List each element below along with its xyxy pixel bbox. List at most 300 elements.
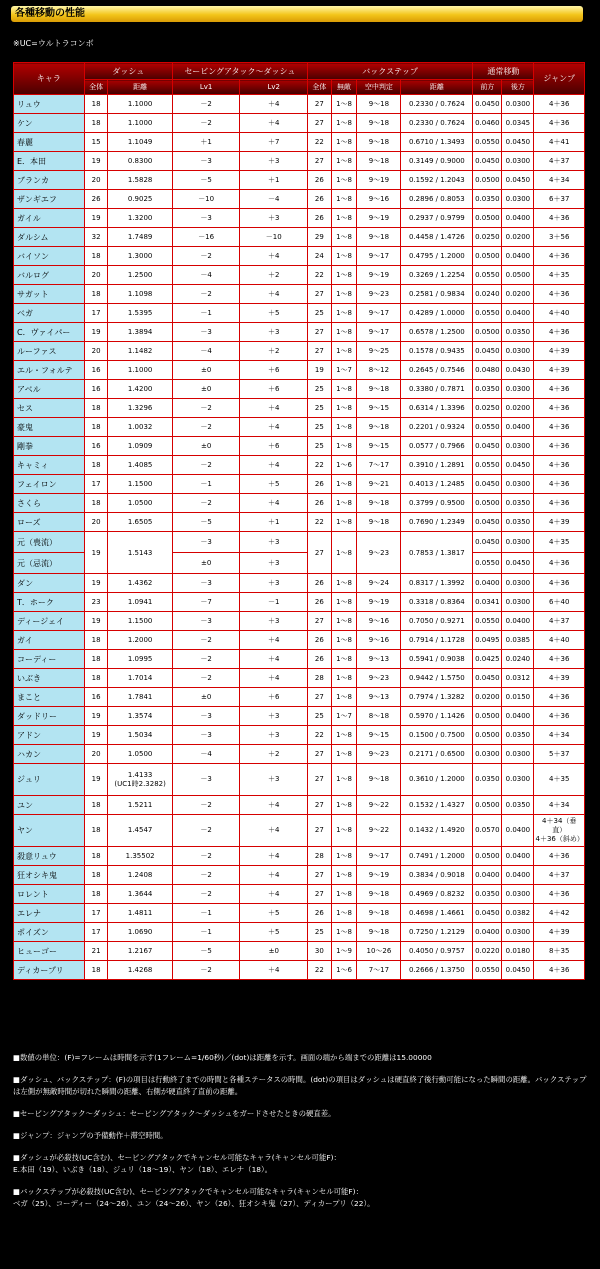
dash-distance: 1.6505 [108,513,172,532]
sa-dash-lv1: －7 [172,593,240,612]
bs-invincible: 1～6 [331,961,357,980]
jump: 4＋40 [534,631,585,650]
move-forward: 0.0550 [473,553,502,574]
dash-distance [108,764,172,796]
jump: 4＋35 [534,266,585,285]
dash-total: 20 [84,745,108,764]
table-body-3 [14,847,585,980]
bs-total: 22 [308,961,332,980]
bs-total: 28 [308,669,332,688]
bs-airborne: 9～24 [357,574,401,593]
bs-distance: 0.2645 / 0.7546 [401,361,473,380]
jump: 4＋36 [534,380,585,399]
bs-invincible: 1～8 [331,866,357,885]
bs-airborne: 9～18 [357,114,401,133]
move-backward: 0.0400 [502,418,534,437]
sa-dash-lv1: －4 [172,745,240,764]
sa-dash-lv2: ＋4 [240,114,308,133]
jump: 4＋36 [534,494,585,513]
dash-distance: 1.1000 [108,114,172,133]
bs-invincible: 1～6 [331,456,357,475]
move-forward: 0.0250 [473,399,502,418]
chara-name: ユン [14,796,85,815]
jump: 4＋34 [534,171,585,190]
move-backward: 0.0300 [502,574,534,593]
sa-dash-lv2: ＋2 [240,745,308,764]
bs-distance: 0.5941 / 0.9038 [401,650,473,669]
table-row [14,95,585,114]
jump: 4＋36 [534,456,585,475]
sa-dash-lv2: ＋6 [240,437,308,456]
dash-distance: 1.4200 [108,380,172,399]
subheader-airborne: 空中判定 [357,80,401,95]
dash-distance: 1.7014 [108,669,172,688]
bs-airborne: 9～23 [357,532,401,574]
bs-distance: 0.2330 / 0.7624 [401,95,473,114]
bs-total: 22 [308,266,332,285]
sa-dash-lv1: －2 [172,885,240,904]
bs-invincible: 1～8 [331,114,357,133]
bs-total: 29 [308,228,332,247]
move-forward: 0.0400 [473,923,502,942]
bs-invincible: 1～8 [331,796,357,815]
dash-total: 19 [84,152,108,171]
jump: 4＋39 [534,923,585,942]
bs-distance: 0.4795 / 1.2000 [401,247,473,266]
move-forward: 0.0570 [473,815,502,847]
move-backward: 0.0350 [502,323,534,342]
subheader-dash-total: 全体 [84,80,108,95]
move-backward: 0.0300 [502,380,534,399]
sa-dash-lv1: －2 [172,847,240,866]
move-forward: 0.0425 [473,650,502,669]
dash-distance: 1.0995 [108,650,172,669]
table-row [14,513,585,532]
move-backward: 0.0385 [502,631,534,650]
chara-name: 剛拳 [14,437,85,456]
sa-dash-lv1: －1 [172,475,240,494]
move-forward: 0.0550 [473,456,502,475]
chara-name: ディカープリ [14,961,85,980]
bs-airborne: 9～18 [357,228,401,247]
dash-distance: 1.2000 [108,631,172,650]
bs-airborne: 9～23 [357,745,401,764]
move-backward: 0.0450 [502,171,534,190]
bs-distance: 0.3269 / 1.2254 [401,266,473,285]
sa-dash-lv1: ±0 [172,553,240,574]
chara-name: ケン [14,114,85,133]
chara-name: ジュリ [14,764,85,796]
chara-name: E．本田 [14,152,85,171]
move-backward: 0.0400 [502,612,534,631]
bs-total: 26 [308,574,332,593]
bs-invincible: 1～8 [331,885,357,904]
dash-total: 18 [84,494,108,513]
bs-total: 26 [308,190,332,209]
table-row [14,494,585,513]
bs-total: 22 [308,726,332,745]
move-backward: 0.0350 [502,796,534,815]
bs-distance: 0.2937 / 0.9799 [401,209,473,228]
bs-distance: 0.4698 / 1.4661 [401,904,473,923]
chara-name: サガット [14,285,85,304]
sa-dash-lv2: ＋4 [240,796,308,815]
jump: 4＋39 [534,361,585,380]
dash-total: 19 [84,707,108,726]
dash-total: 20 [84,171,108,190]
chara-name: ダン [14,574,85,593]
sa-dash-lv2: ＋1 [240,513,308,532]
move-backward: 0.0300 [502,475,534,494]
bs-airborne: 9～19 [357,593,401,612]
move-backward: 0.0345 [502,114,534,133]
header-sa-dash: セービングアタック～ダッシュ [172,63,307,80]
bs-invincible: 1～8 [331,688,357,707]
bs-distance: 0.1592 / 1.2043 [401,171,473,190]
sa-dash-lv2: ＋4 [240,669,308,688]
table-row [14,942,585,961]
dash-distance: 1.4547 [108,815,172,847]
table-row [14,631,585,650]
sa-dash-lv1: －4 [172,342,240,361]
sa-dash-lv2: －4 [240,190,308,209]
move-forward: 0.0250 [473,228,502,247]
bs-airborne: 9～18 [357,764,401,796]
subheader-forward: 前方 [473,80,502,95]
move-forward: 0.0350 [473,885,502,904]
move-backward: 0.0400 [502,866,534,885]
move-backward: 0.0300 [502,764,534,796]
bs-invincible: 1～8 [331,342,357,361]
bs-invincible: 1～8 [331,593,357,612]
header-jump: ジャンプ [534,63,585,95]
move-backward: 0.0240 [502,650,534,669]
move-backward: 0.0350 [502,726,534,745]
bs-airborne: 9～19 [357,866,401,885]
sa-dash-lv1: －10 [172,190,240,209]
jump: 6＋37 [534,190,585,209]
dash-total: 19 [84,726,108,745]
dash-distance: 1.5211 [108,796,172,815]
dash-total: 18 [84,669,108,688]
move-forward: 0.0450 [473,152,502,171]
dash-total: 18 [84,796,108,815]
chara-name: 豪鬼 [14,418,85,437]
dash-distance: 1.3296 [108,399,172,418]
jump: 4＋36 [534,574,585,593]
bs-distance: 0.4050 / 0.9757 [401,942,473,961]
move-forward: 0.0450 [473,904,502,923]
sa-dash-lv1: －2 [172,961,240,980]
table-row [14,304,585,323]
bs-airborne: 8～12 [357,361,401,380]
jump: 4＋36 [534,885,585,904]
jump: 4＋36 [534,847,585,866]
move-forward: 0.0450 [473,437,502,456]
dash-distance: 1.1000 [108,95,172,114]
jump: 4＋39 [534,513,585,532]
move-backward: 0.0200 [502,285,534,304]
dash-distance: 1.3200 [108,209,172,228]
move-backward: 0.0312 [502,669,534,688]
jump: 4＋36 [534,399,585,418]
bs-distance: 0.6578 / 1.2500 [401,323,473,342]
sa-dash-lv1: －2 [172,95,240,114]
bs-total: 22 [308,513,332,532]
move-backward: 0.0400 [502,815,534,847]
bs-total: 27 [308,612,332,631]
bs-invincible: 1～8 [331,95,357,114]
sa-dash-lv1: －2 [172,650,240,669]
sa-dash-lv2: ＋3 [240,764,308,796]
jump: 4＋39 [534,669,585,688]
bs-distance: 0.3318 / 0.8364 [401,593,473,612]
bs-distance: 0.7050 / 0.9271 [401,612,473,631]
sa-dash-lv1: －3 [172,726,240,745]
table-row [14,688,585,707]
jump: 6＋40 [534,593,585,612]
bs-invincible: 1～8 [331,475,357,494]
sa-dash-lv1: －2 [172,866,240,885]
dash-total: 16 [84,380,108,399]
bs-airborne: 9～22 [357,796,401,815]
move-backward: 0.0300 [502,593,534,612]
move-backward: 0.0300 [502,190,534,209]
bs-invincible: 1～8 [331,612,357,631]
jump: 4＋41 [534,133,585,152]
table-row [14,532,585,553]
sa-dash-lv1: －1 [172,904,240,923]
subheader-lv1: Lv1 [172,80,240,95]
sa-dash-lv1: －3 [172,574,240,593]
move-forward: 0.0500 [473,726,502,745]
move-forward: 0.0240 [473,285,502,304]
table-row [14,923,585,942]
move-backward: 0.0400 [502,304,534,323]
jump: 4＋36 [534,553,585,574]
dash-distance: 1.0500 [108,494,172,513]
notes [13,1052,593,1220]
move-forward: 0.0500 [473,171,502,190]
move-backward: 0.0350 [502,513,534,532]
sa-dash-lv1: －2 [172,114,240,133]
bs-invincible: 1～7 [331,361,357,380]
jump: 4＋36 [534,475,585,494]
bs-distance: 0.4013 / 1.2485 [401,475,473,494]
table-row [14,475,585,494]
chara-name: ヤン [14,815,85,847]
move-forward: 0.0550 [473,961,502,980]
table-row [14,574,585,593]
jump: 4＋36 [534,418,585,437]
bs-distance: 0.7250 / 1.2129 [401,923,473,942]
table-row [14,885,585,904]
bs-airborne: 9～19 [357,171,401,190]
chara-name: キャミィ [14,456,85,475]
table-row [14,247,585,266]
bs-invincible: 1～8 [331,574,357,593]
sa-dash-lv2: ＋5 [240,304,308,323]
bs-total: 26 [308,631,332,650]
subheader-lv2: Lv2 [240,80,308,95]
chara-name: コーディー [14,650,85,669]
table-body-gen [14,532,585,574]
bs-airborne: 9～18 [357,904,401,923]
move-backward: 0.0300 [502,95,534,114]
sa-dash-lv2: ＋3 [240,553,308,574]
bs-total: 27 [308,796,332,815]
sa-dash-lv1: －2 [172,285,240,304]
bs-invincible: 1～8 [331,631,357,650]
bs-distance: 0.4969 / 0.8232 [401,885,473,904]
sa-dash-lv2: ＋4 [240,399,308,418]
bs-airborne: 9～18 [357,95,401,114]
dash-distance-value: 1.4133 [127,770,153,779]
bs-invincible: 1～8 [331,650,357,669]
table-row [14,437,585,456]
subheader-invincible: 無敵 [331,80,357,95]
jump: 4＋35 [534,764,585,796]
move-forward: 0.0200 [473,688,502,707]
move-forward: 0.0350 [473,190,502,209]
note-paragraph: ■数値の単位：(F)=フレームは時間を示す(1フレーム=1/60秒)／(dot)は距離を示す。画面の端から端までの距離は15.00000 [13,1053,432,1062]
jump: 5＋37 [534,745,585,764]
bs-invincible: 1～8 [331,494,357,513]
table-row [14,904,585,923]
dash-distance: 0.9025 [108,190,172,209]
bs-invincible: 1～8 [331,904,357,923]
bs-distance: 0.6710 / 1.3493 [401,133,473,152]
bs-airborne: 9～17 [357,323,401,342]
dash-distance: 1.4085 [108,456,172,475]
bs-invincible: 1～8 [331,323,357,342]
sa-dash-lv1: －4 [172,266,240,285]
bs-total: 27 [308,114,332,133]
bs-invincible: 1～8 [331,418,357,437]
page-title: 各種移動の性能 [11,6,583,22]
chara-name: バルログ [14,266,85,285]
bs-distance: 0.2201 / 0.9324 [401,418,473,437]
sa-dash-lv2: ＋4 [240,95,308,114]
dash-distance: 1.5828 [108,171,172,190]
bs-airborne: 9～18 [357,152,401,171]
table-row [14,323,585,342]
dash-total: 16 [84,437,108,456]
bs-distance: 0.2330 / 0.7624 [401,114,473,133]
bs-invincible: 1～8 [331,152,357,171]
sa-dash-lv2: ＋1 [240,171,308,190]
move-forward: 0.0450 [473,342,502,361]
jump: 4＋36 [534,650,585,669]
dash-total: 18 [84,650,108,669]
chara-name: ダルシム [14,228,85,247]
sa-dash-lv2: ±0 [240,942,308,961]
bs-total: 27 [308,866,332,885]
bs-distance: 0.6314 / 1.3396 [401,399,473,418]
jump: 4＋36 [534,95,585,114]
dash-distance: 0.8300 [108,152,172,171]
dash-distance: 1.3574 [108,707,172,726]
chara-name: T．ホーク [14,593,85,612]
jump: 4＋36 [534,707,585,726]
move-backward: 0.0382 [502,904,534,923]
move-forward: 0.0480 [473,361,502,380]
jump: 4＋37 [534,612,585,631]
dash-total: 21 [84,942,108,961]
move-backward: 0.0300 [502,745,534,764]
bs-airborne: 9～16 [357,612,401,631]
bs-airborne: 9～18 [357,885,401,904]
bs-distance: 0.1532 / 1.4327 [401,796,473,815]
move-backward: 0.0400 [502,707,534,726]
bs-airborne: 7～17 [357,456,401,475]
move-backward: 0.0500 [502,266,534,285]
move-forward: 0.0460 [473,114,502,133]
bs-total: 27 [308,688,332,707]
sa-dash-lv2: ＋4 [240,885,308,904]
move-forward: 0.0400 [473,866,502,885]
dash-total: 20 [84,342,108,361]
bs-airborne: 7～17 [357,961,401,980]
bs-invincible: 1～8 [331,380,357,399]
bs-invincible: 1～8 [331,923,357,942]
chara-name: セス [14,399,85,418]
bs-invincible: 1～8 [331,669,357,688]
dash-distance: 1.0032 [108,418,172,437]
move-backward: 0.0450 [502,456,534,475]
sa-dash-lv2: ＋2 [240,342,308,361]
dash-distance: 1.5034 [108,726,172,745]
bs-total: 27 [308,815,332,847]
chara-name: エル・フォルテ [14,361,85,380]
chara-name: フェイロン [14,475,85,494]
move-backward: 0.0200 [502,228,534,247]
subheader-bs-total: 全体 [308,80,332,95]
chara-name: まこと [14,688,85,707]
move-forward: 0.0550 [473,266,502,285]
jump: 4＋36 [534,961,585,980]
dash-distance: 1.3000 [108,247,172,266]
jump: 4＋34 [534,726,585,745]
dash-distance: 1.0500 [108,745,172,764]
bs-distance: 0.3799 / 0.9500 [401,494,473,513]
table-body-1 [14,95,585,532]
move-forward: 0.0450 [473,532,502,553]
bs-total: 26 [308,650,332,669]
subheader-bs-distance: 距離 [401,80,473,95]
dash-distance: 1.3644 [108,885,172,904]
move-forward: 0.0550 [473,612,502,631]
chara-name: ガイ [14,631,85,650]
dash-total: 19 [84,209,108,228]
table-row [14,796,585,815]
table-row [14,650,585,669]
chara-name: 狂オシキ鬼 [14,866,85,885]
bs-total: 26 [308,209,332,228]
bs-airborne: 9～25 [357,342,401,361]
bs-total: 27 [308,532,332,574]
jump: 4＋36 [534,247,585,266]
bs-distance: 0.4458 / 1.4726 [401,228,473,247]
move-forward: 0.0450 [473,475,502,494]
dash-total: 18 [84,399,108,418]
note-paragraph: ■ダッシュが必殺技(UC含む)、セービングアタックでキャンセル可能なキャラ(キャンセル可能F)： E.本田（19）、いぶき（18）、ジュリ（18～19）、ヤン（18）、エレナ（18）。 [13,1153,341,1174]
sa-dash-lv1: －2 [172,494,240,513]
sa-dash-lv1: －2 [172,456,240,475]
bs-total: 25 [308,380,332,399]
move-backward: 0.0400 [502,847,534,866]
bs-total: 26 [308,171,332,190]
